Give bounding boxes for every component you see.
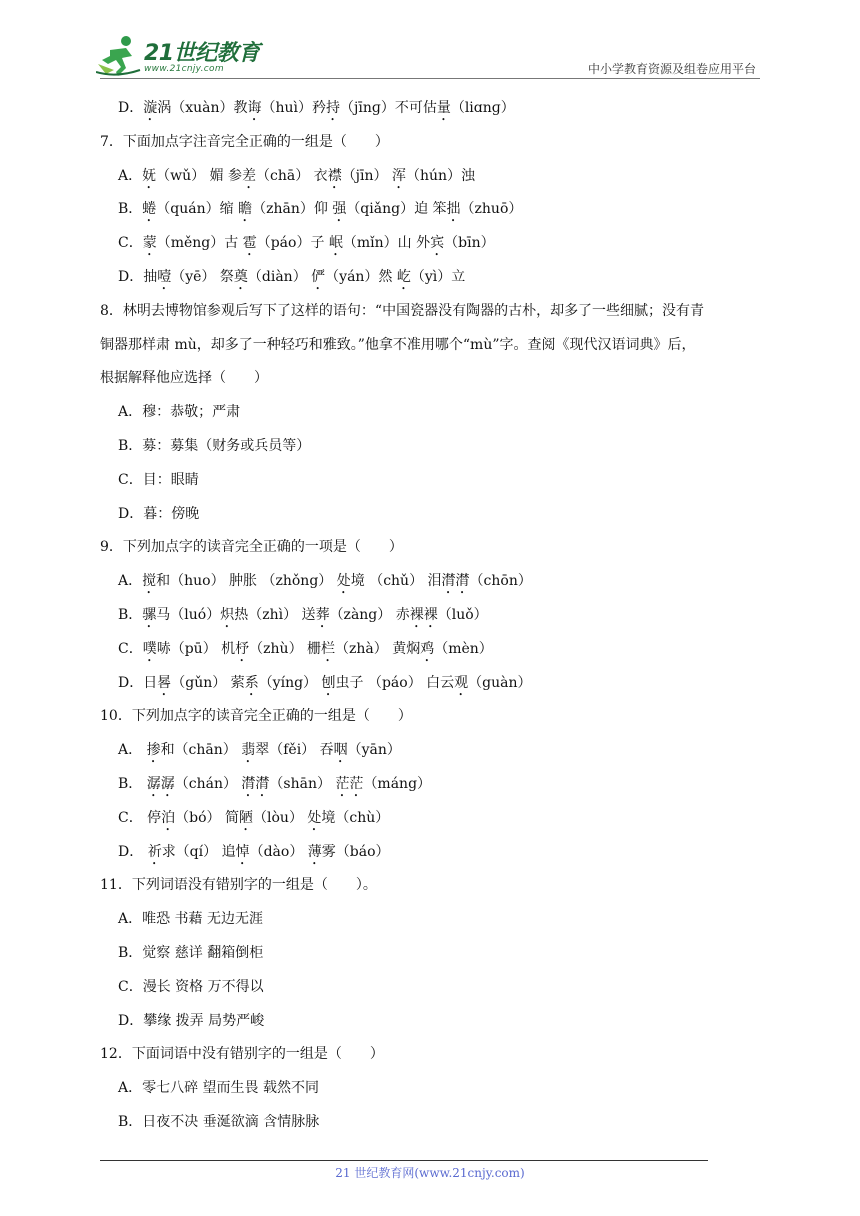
text-segment: 马（luó） <box>156 607 221 623</box>
answer-option <box>118 470 199 490</box>
text-segment: （chán） <box>174 776 242 792</box>
page-header <box>0 0 860 82</box>
emphasized-char: 刨 <box>321 674 336 691</box>
emphasized-char: 浑 <box>391 167 406 184</box>
emphasized-char: 处 <box>307 809 322 826</box>
text-segment: （chā） 衣 <box>256 167 328 184</box>
emphasized-char: 拙 <box>446 201 461 218</box>
text-segment: （zhù） 栅 <box>249 640 322 657</box>
emphasized-char: 鸡 <box>420 640 435 657</box>
footer-divider <box>100 1160 708 1161</box>
question-text <box>100 132 389 152</box>
emphasized-char: 差 <box>242 167 257 184</box>
text-segment: 和（huo） 肿胀 （zhǒng） <box>156 573 337 590</box>
emphasized-char: 诲 <box>247 100 262 116</box>
emphasized-char: 系 <box>244 674 259 691</box>
answer-option <box>118 199 522 219</box>
emphasized-char: 持 <box>326 100 341 116</box>
text-segment: （yē） 祭 <box>171 269 234 285</box>
emphasized-char: 炽 <box>220 607 235 623</box>
answer-option <box>118 909 263 929</box>
platform-title: 中小学教育资源及组卷应用平台 <box>587 62 756 76</box>
emphasized-char: 噗 <box>142 640 157 657</box>
text-segment: 铜器那样肃 mù，却多了一种轻巧和雅致。”他拿不准用哪个“mù”字。查阅《现代汉语词典》后， <box>100 336 696 353</box>
text-segment: B．日夜不决 垂涎欲滴 含情脉脉 <box>118 1114 320 1130</box>
emphasized-char: 茫茫 <box>335 776 364 792</box>
text-segment: （yíng） <box>258 674 322 691</box>
emphasized-char: 骡 <box>142 607 157 623</box>
text-segment: 境（chù） <box>321 809 390 826</box>
answer-option <box>118 977 264 997</box>
answer-option <box>118 267 465 287</box>
text-segment: 虫子 （páo） 白云 <box>335 674 455 691</box>
text-segment: （zhà） 黄焖 <box>335 640 421 657</box>
text-segment: C． 停 <box>118 809 162 826</box>
running-figure-icon <box>96 34 142 78</box>
text-segment: B．募：募集（财务或兵员等） <box>118 438 311 454</box>
emphasized-char: 襟 <box>327 167 342 184</box>
text-segment: D．抽 <box>118 269 158 285</box>
emphasized-char: 薄 <box>307 843 322 860</box>
text-segment: D．日 <box>118 674 158 691</box>
emphasized-char: 掺 <box>146 742 161 759</box>
text-segment: 涡（xuàn）教 <box>157 100 248 116</box>
answer-option <box>118 673 532 693</box>
text-segment: A．零七八碎 望而生畏 载然不同 <box>118 1080 320 1097</box>
text-segment: （luǒ） <box>437 607 488 623</box>
emphasized-char: 祈 <box>147 843 162 860</box>
footer-text: 21 世纪教育网(www.21cnjy.com) <box>335 1166 525 1180</box>
text-segment: D．攀缘 拨弄 局势严峻 <box>118 1012 265 1029</box>
text-segment: D． <box>118 100 144 116</box>
text-segment: 10．下列加点字的读音完全正确的一组是（ ） <box>100 708 412 725</box>
text-segment: （bó） 简 <box>175 809 240 826</box>
answer-option <box>118 436 310 456</box>
text-segment: （mǐn）山 外 <box>342 235 431 252</box>
text-segment: （zàng） 赤 <box>329 607 410 623</box>
text-segment: 哧（pū） 机 <box>156 640 236 657</box>
answer-option <box>118 639 493 659</box>
emphasized-char: 潸潸 <box>241 776 270 792</box>
text-segment: A．唯恐 书藉 无边无涯 <box>118 911 264 928</box>
emphasized-char: 岷 <box>328 235 343 252</box>
text-segment: （quán）缩 <box>156 201 239 218</box>
text-segment: B． <box>118 201 143 218</box>
emphasized-char: 翡 <box>241 742 256 759</box>
emphasized-char: 陋 <box>239 809 254 826</box>
question-text <box>100 537 403 557</box>
emphasized-char: 强 <box>332 201 347 218</box>
question-text <box>100 301 704 321</box>
text-segment: （hún）浊 <box>405 167 476 184</box>
text-segment: （chōn） <box>469 573 532 590</box>
brand-url: www.21cnjy.com <box>144 64 224 74</box>
text-segment: C． <box>118 235 143 252</box>
text-segment: B．觉察 慈详 翻箱倒柜 <box>118 945 264 961</box>
text-segment: D． <box>118 843 148 860</box>
question-text <box>100 368 268 388</box>
emphasized-char: 栏 <box>321 640 336 657</box>
text-segment: （máng） <box>363 776 432 792</box>
brand-logo <box>96 34 266 78</box>
answer-option <box>118 98 515 118</box>
emphasized-char: 奠 <box>233 269 248 285</box>
emphasized-char: 搅 <box>142 573 157 590</box>
answer-option <box>118 402 240 422</box>
text-segment: （yì）立 <box>410 269 466 285</box>
text-segment: （huì）矜 <box>261 100 327 116</box>
emphasized-char: 悼 <box>235 843 250 860</box>
answer-option <box>118 774 431 794</box>
text-segment: 翠（fěi） 吞 <box>255 742 334 759</box>
text-segment: 11．下列词语没有错别字的一组是（ ）。 <box>100 877 377 894</box>
emphasized-char: 蜷 <box>142 201 157 218</box>
text-segment: （jīnɡ）不可估 <box>340 100 437 116</box>
emphasized-char: 晷 <box>157 674 172 691</box>
text-segment: D．暮：傍晚 <box>118 505 200 522</box>
answer-option <box>118 808 389 828</box>
emphasized-char: 瞻 <box>238 201 253 218</box>
answer-option <box>118 1078 319 1098</box>
text-segment: B． <box>118 607 143 623</box>
emphasized-char: 处 <box>336 573 351 590</box>
text-segment: （gǔn） 萦 <box>171 674 245 691</box>
emphasized-char: 咽 <box>333 742 348 759</box>
text-segment: 热（zhì） 送 <box>234 607 316 623</box>
text-segment: （zhān）仰 <box>252 201 333 218</box>
text-segment: （měng）古 <box>156 235 243 252</box>
text-segment: 求（qí） 追 <box>161 843 236 860</box>
text-segment: （páo）子 <box>256 235 329 252</box>
emphasized-char: 裸裸 <box>409 607 438 623</box>
text-segment: 7．下面加点字注音完全正确的一组是（ ） <box>100 133 389 150</box>
answer-option <box>118 1011 264 1031</box>
text-segment: A． <box>118 573 143 590</box>
answer-option <box>118 1112 319 1132</box>
text-segment: （jīn） <box>341 167 392 184</box>
text-segment: C． <box>118 640 143 657</box>
answer-option <box>118 842 390 862</box>
text-segment: 8．林明去博物馆参观后写下了这样的语句：“中国瓷器没有陶器的古朴，却多了一些细腻；没有青 <box>100 302 705 319</box>
emphasized-char: 雹 <box>242 235 257 252</box>
emphasized-char: 观 <box>454 674 469 691</box>
header-divider <box>100 78 760 79</box>
text-segment: （wǔ） 媚 参 <box>156 167 243 184</box>
answer-option <box>118 504 199 524</box>
question-text <box>100 706 412 726</box>
answer-option <box>118 233 495 253</box>
text-segment: （yán）然 <box>325 269 397 285</box>
answer-option <box>118 571 532 591</box>
text-segment: （diàn） <box>247 269 312 285</box>
text-segment: （shān） <box>269 776 336 792</box>
emphasized-char: 宾 <box>430 235 445 252</box>
text-segment: A．穆：恭敬；严肃 <box>118 404 241 421</box>
text-segment: （lòu） <box>253 809 308 826</box>
text-segment: 境 （chǔ） 泪 <box>350 573 442 590</box>
answer-option <box>118 740 401 760</box>
text-segment: A． <box>118 742 147 759</box>
emphasized-char: 蒙 <box>142 235 157 252</box>
emphasized-char: 俨 <box>311 269 326 285</box>
text-segment: 12．下面词语中没有错别字的一组是（ ） <box>100 1046 384 1063</box>
text-segment: C．目：眼睛 <box>118 471 199 488</box>
text-segment: B． <box>118 776 147 792</box>
text-segment: （qiǎng）迫 笨 <box>346 201 447 218</box>
emphasized-char: 漩 <box>143 100 158 116</box>
text-segment: （dào） <box>249 843 308 860</box>
emphasized-char: 泊 <box>161 809 176 826</box>
answer-option <box>118 605 488 625</box>
question-text <box>100 1044 384 1064</box>
brand-name: 21世纪教育 <box>144 41 260 66</box>
emphasized-char: 噎 <box>157 269 172 285</box>
text-segment: （liɑnɡ） <box>450 100 515 116</box>
answer-option <box>118 166 475 186</box>
question-text <box>100 875 377 895</box>
question-text <box>100 335 696 355</box>
text-segment: （bīn） <box>444 235 495 252</box>
text-segment: 根据解释他应选择（ ） <box>100 370 268 387</box>
text-segment: 雾（báo） <box>321 843 390 860</box>
emphasized-char: 潸潸 <box>441 573 470 590</box>
text-segment: （yān） <box>347 742 401 759</box>
text-segment: C．漫长 资格 万不得以 <box>118 978 264 995</box>
text-segment: （zhuō） <box>460 201 523 218</box>
emphasized-char: 妩 <box>142 167 157 184</box>
text-segment: 和（chān） <box>160 742 242 759</box>
text-segment: （mèn） <box>434 640 493 657</box>
emphasized-char: 葬 <box>315 607 330 623</box>
emphasized-char: 潺潺 <box>146 776 175 792</box>
answer-option <box>118 943 263 963</box>
emphasized-char: 杼 <box>235 640 250 657</box>
emphasized-char: 屹 <box>396 269 411 285</box>
text-segment: A． <box>118 167 143 184</box>
text-segment: 9．下列加点字的读音完全正确的一项是（ ） <box>100 539 403 556</box>
emphasized-char: 量 <box>436 100 451 116</box>
text-segment: （guàn） <box>468 674 532 691</box>
